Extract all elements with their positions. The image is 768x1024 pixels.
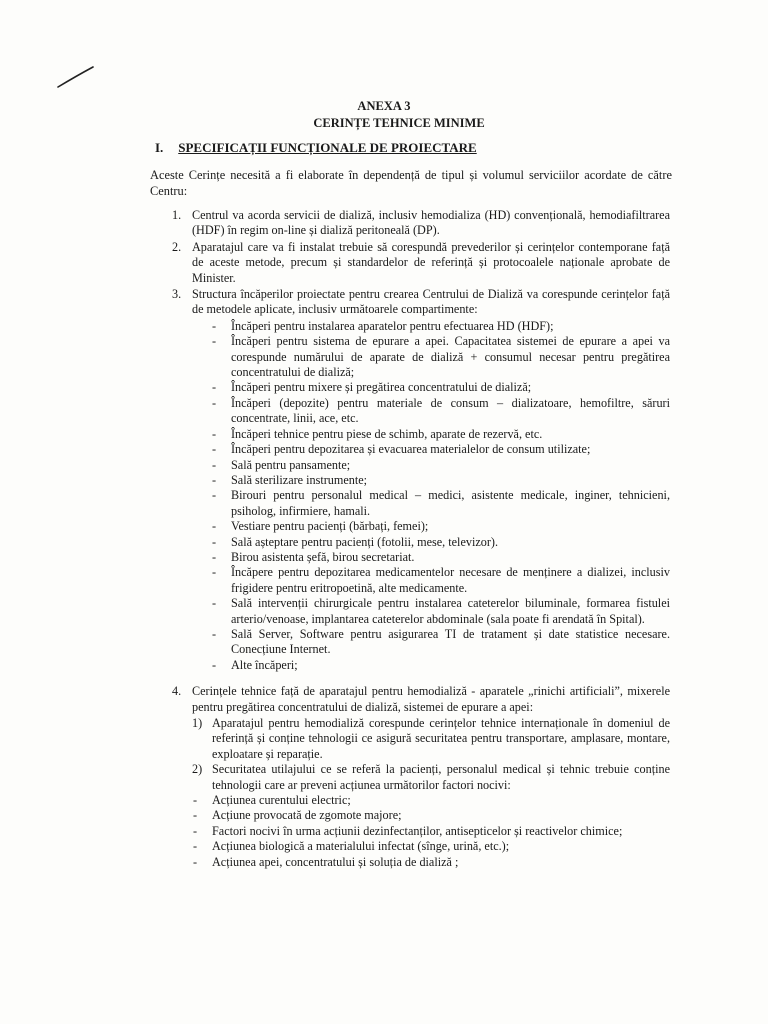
- item-text: Structura încăperilor proiectate pentru crearea Centrului de Dializă va corespunde cerințelor față de metodele aplicate, inclusiv următoarele compartimente:: [192, 287, 670, 317]
- room-list-item: [212, 549, 670, 565]
- room-text: Sală Server, Software pentru asigurarea TI de tratament și date statistice necesare. Conecțiune Internet.: [231, 626, 670, 657]
- dash-bullet: -: [212, 565, 217, 580]
- factor-list-item: [193, 854, 670, 870]
- document-body: [0, 208, 768, 870]
- sub-item-number: 2): [192, 762, 203, 777]
- room-list-item: [212, 565, 670, 596]
- factor-text: Acțiunea apei, concentratului și soluția de dializă ;: [212, 854, 459, 869]
- annex-number: ANEXA 3: [357, 99, 411, 113]
- room-text: Sală așteptare pentru pacienți (fotolii, mese, televizor).: [231, 534, 499, 549]
- dash-bullet: -: [212, 472, 217, 487]
- item-number: 3.: [172, 287, 182, 302]
- room-list-item: [212, 334, 670, 380]
- room-list-item: [212, 380, 670, 395]
- dash-bullet: -: [193, 808, 198, 823]
- item-number: 1.: [172, 208, 182, 222]
- dash-bullet: -: [212, 549, 217, 564]
- room-text: Vestiare pentru pacienți (bărbați, femei);: [231, 519, 429, 534]
- room-list-item: [212, 534, 670, 550]
- room-text: Încăperi pentru mixere și pregătirea concentratului de dializă;: [231, 380, 532, 395]
- room-text: Încăperi pentru sistema de epurare a apei. Capacitatea sistemei de epurare a apei va corespunde numărului de aparate de dializă + consumul necesar pentru pregătirea concentratului de dializă;: [231, 334, 670, 380]
- factor-list-item: [193, 808, 670, 823]
- room-list-item: [212, 472, 670, 488]
- room-text: Sală sterilizare instrumente;: [231, 472, 368, 487]
- item-number: 2.: [172, 239, 182, 254]
- pen-stroke-mark: [56, 66, 96, 90]
- factor-list-item: [193, 823, 670, 839]
- dash-bullet: -: [212, 318, 217, 333]
- room-list-item: [212, 626, 670, 658]
- room-text: Sală pentru pansamente;: [231, 457, 351, 472]
- sub-numbered-item: [192, 762, 670, 793]
- dash-bullet: -: [212, 596, 217, 611]
- item-number: 4.: [172, 684, 182, 699]
- sub-item-text: Aparatajul pentru hemodializă corespunde cerințelor tehnice internaționale în domeniul de referință și conține tehnologii ce asigură securitatea pentru transportare, amplasare, montare, exploatare și reparație.: [212, 716, 670, 761]
- dash-bullet: -: [212, 626, 217, 641]
- dash-bullet: -: [212, 426, 217, 441]
- section-title: SPECIFICAȚII FUNCȚIONALE DE PROIECTARE: [178, 140, 477, 155]
- factor-text: Factori nocivi în urma acțiunii dezinfectanților, antisepticelor și reactivelor chimice;: [212, 823, 623, 838]
- numbered-item: [172, 208, 670, 239]
- factor-text: Acțiunea biologică a materialului infectat (sînge, urină, etc.);: [212, 839, 510, 854]
- intro-paragraph: Aceste Cerințe necesită a fi elaborate în dependență de tipul și volumul serviciilor acordate de către Centru:: [150, 168, 672, 198]
- dash-bullet: -: [212, 657, 217, 672]
- factor-text: Acțiunea curentului electric;: [212, 793, 351, 808]
- room-list-item: [212, 657, 670, 673]
- section-number: I.: [155, 140, 164, 155]
- room-text: Încăperi pentru instalarea aparatelor pentru efectuarea HD (HDF);: [231, 318, 554, 333]
- dash-bullet: -: [212, 442, 217, 457]
- factor-text: Acțiune provocată de zgomote majore;: [212, 808, 402, 823]
- dash-bullet: -: [193, 823, 198, 838]
- room-text: Alte încăperi;: [231, 657, 298, 672]
- numbered-item: [172, 684, 670, 715]
- room-text: Sală intervenții chirurgicale pentru instalarea cateterelor biluminale, formarea fistulei arterio/venoase, implantarea cateterelor abdominale (sala poate fi arendată în Spital).: [231, 596, 670, 626]
- annex-title: CERINȚE TEHNICE MINIME: [313, 116, 485, 130]
- dash-bullet: -: [212, 488, 217, 503]
- room-list-item: [212, 519, 670, 534]
- dash-bullet: -: [193, 793, 198, 808]
- item-text: Centrul va acorda servicii de dializă, inclusiv hemodializa (HD) convențională, hemodiafiltrarea (HDF) în regim on-line și dializă peritoneală (DP).: [192, 208, 670, 238]
- dash-bullet: -: [212, 395, 217, 410]
- document-title: [0, 98, 768, 132]
- numbered-item: [172, 239, 670, 286]
- sub-item-number: 1): [192, 716, 203, 730]
- room-list-item: [212, 442, 670, 457]
- room-text: Încăperi tehnice pentru piese de schimb, aparate de rezervă, etc.: [231, 426, 543, 441]
- room-list-item: [212, 318, 670, 334]
- room-list-item: [212, 395, 670, 427]
- room-text: Birou asistenta șefă, birou secretariat.: [231, 549, 415, 564]
- dash-bullet: -: [212, 380, 217, 395]
- room-list-item: [212, 488, 670, 519]
- dash-bullet: -: [212, 519, 217, 534]
- dash-bullet: -: [212, 457, 217, 472]
- factor-list-item: [193, 839, 670, 854]
- numbered-item: [172, 287, 670, 318]
- section-heading: [155, 140, 477, 156]
- sub-item-text: Securitatea utilajului ce se referă la pacienți, personalul medical și tehnic trebuie conține tehnologii care ar preveni acțiunea următorilor factori nocivi:: [212, 762, 670, 792]
- dash-bullet: -: [193, 839, 198, 854]
- room-list-item: [212, 457, 670, 473]
- sub-numbered-item: [192, 716, 670, 762]
- item-text: Cerințele tehnice față de aparatajul pentru hemodializă - aparatele „rinichi artificiali”, mixerele pentru pregătirea concentratului de dializă, sistemei de epurare a apei:: [192, 684, 670, 714]
- spacer: [0, 673, 768, 684]
- dash-bullet: -: [212, 334, 217, 349]
- room-text: Birouri pentru personalul medical – medici, asistente medicale, inginer, tehnicieni, psiholog, infirmiere, hamali.: [231, 488, 670, 518]
- dash-bullet: -: [212, 534, 217, 549]
- room-list-item: [212, 426, 670, 442]
- room-text: Încăperi (depozite) pentru materiale de consum – dializatoare, hemofiltre, săruri concentrate, linii, ace, etc.: [231, 395, 670, 426]
- item-text: Aparatajul care va fi instalat trebuie să corespundă prevederilor și cerințelor contemporane față de aceste metode, precum și standardelor de referință și protocoalele naționale aprobate de Minister.: [192, 239, 670, 285]
- factor-list-item: [193, 793, 670, 808]
- room-list-item: [212, 596, 670, 627]
- dash-bullet: -: [193, 854, 198, 869]
- room-text: Încăperi pentru depozitarea și evacuarea materialelor de consum utilizate;: [231, 442, 591, 457]
- room-text: Încăpere pentru depozitarea medicamentelor necesare de menținere a dializei, inclusiv frigidere pentru eritropoetină, alte medicamente.: [231, 565, 670, 595]
